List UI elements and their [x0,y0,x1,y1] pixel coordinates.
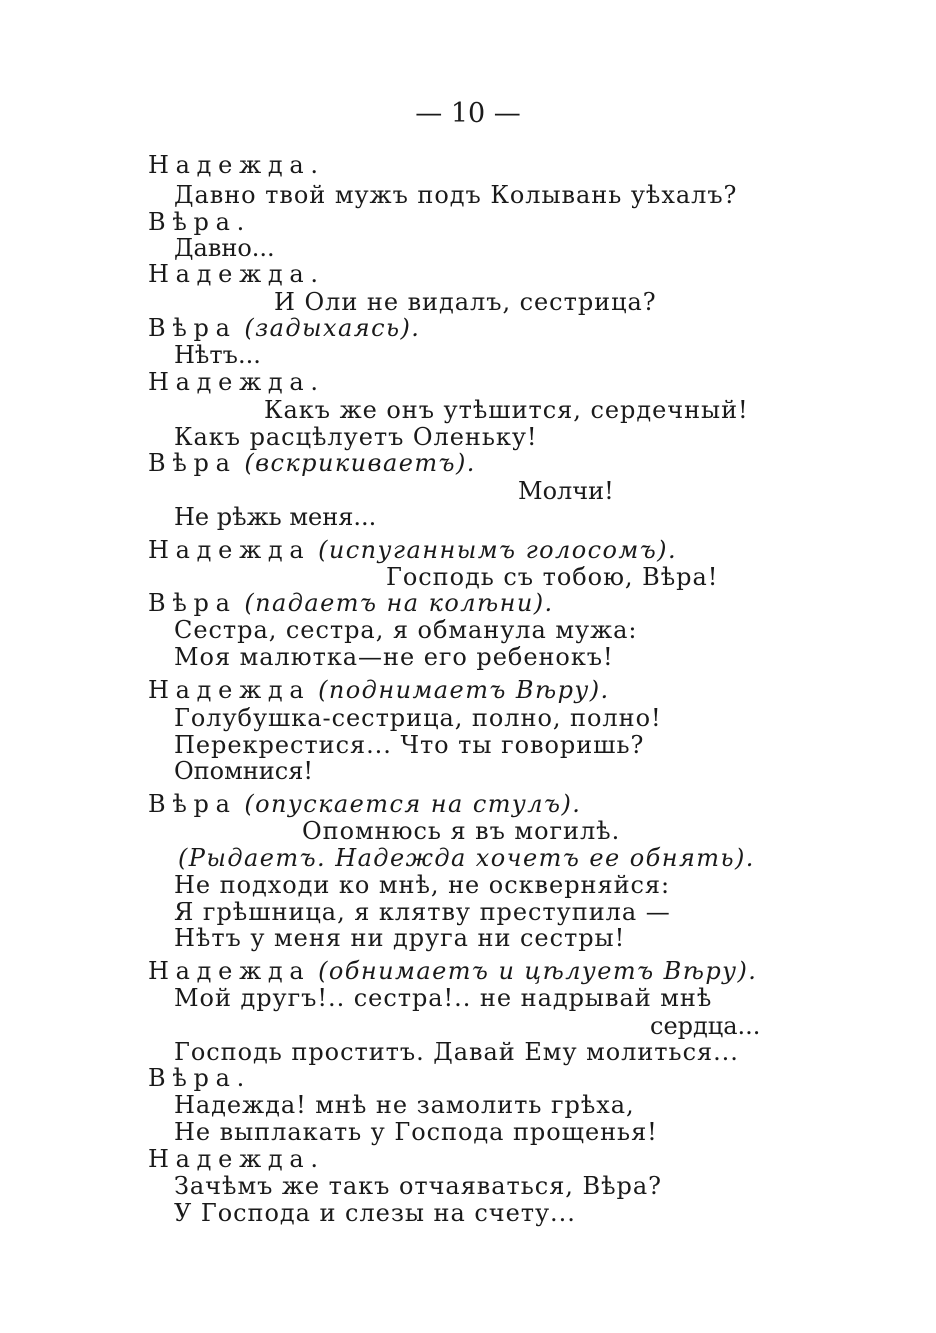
speaker-name: Вѣра [148,314,237,342]
verse-line: Моя малютка—не его ребенокъ! [174,643,614,671]
verse-line: Не рѣжь меня... [174,503,377,531]
speaker-name: Надежда [148,536,311,564]
speaker-line: Надежда. [148,260,325,288]
verse-line: Голубушка-сестрица, полно, полно! [174,704,662,732]
verse-line: Перекрестися... Что ты говоришь? [174,731,645,759]
verse-line: Зачѣмъ же такъ отчаяваться, Вѣра? [174,1172,662,1200]
speaker-line [148,313,420,343]
stage-direction: (падаетъ на колѣни). [244,589,554,617]
stage-direction: (Рыдаетъ. Надежда хочетъ ее обнять). [178,844,755,872]
speaker-name: Надежда [148,676,311,704]
verse-line: Какъ расцѣлуетъ Оленьку! [174,423,538,451]
speaker-line [148,956,757,986]
verse-line: Мой другъ!.. сестра!.. не надрывай мнѣ [174,984,713,1012]
verse-line: сердца... [650,1012,761,1040]
stage-direction: (испуганнымъ голосомъ). [318,536,678,564]
verse-line: Давно... [174,234,275,262]
verse-line: Господь проститъ. Давай Ему молиться... [174,1038,739,1066]
page-number: — 10 — [415,98,521,129]
verse-line: У Господа и слезы на счету... [174,1199,576,1227]
speaker-name: Надежда [148,957,311,985]
speaker-line: Вѣра. [148,208,252,236]
speaker-line [148,675,610,705]
verse-line: Опомнюсь я въ могилѣ. [302,817,621,845]
speaker-line [148,789,581,819]
verse-line: Какъ же онъ утѣшится, сердечный! [264,396,749,424]
verse-line: Не подходи ко мнѣ, не оскверняйся: [174,871,671,899]
verse-line: Нѣтъ... [174,341,261,369]
verse-line: Опомнися! [174,757,314,785]
stage-direction: (обнимаетъ и цѣлуетъ Вѣру). [318,957,758,985]
verse-line: Сестра, сестра, я обманула мужа: [174,616,638,644]
verse-line: Не выплакать у Господа прощенья! [174,1118,658,1146]
speaker-name: Вѣра [148,589,237,617]
speaker-name: Вѣра [148,449,237,477]
speaker-line: Надежда. [148,151,325,179]
verse-line: И Оли не видалъ, сестрица? [274,288,657,316]
stage-direction: (вскрикиваетъ). [244,449,476,477]
stage-direction: (поднимаетъ Вѣру). [318,676,610,704]
speaker-line: Надежда. [148,368,325,396]
stage-direction: (опускается на стулъ). [244,790,582,818]
speaker-line: Вѣра. [148,1064,252,1092]
verse-line: Господь съ тобою, Вѣра! [386,563,719,591]
verse-line: Нѣтъ у меня ни друга ни сестры! [174,924,626,952]
speaker-line [148,448,476,478]
speaker-line: Надежда. [148,1145,325,1173]
verse-line: Давно твой мужъ подъ Колывань уѣхалъ? [174,181,738,209]
verse-line: Надежда! мнѣ не замолить грѣха, [174,1091,635,1119]
speaker-line [148,588,554,618]
stage-direction: (задыхаясь). [244,314,421,342]
speaker-name: Вѣра [148,790,237,818]
verse-line: Я грѣшница, я клятву преступила — [174,898,671,926]
speaker-line [148,535,677,565]
verse-line: Молчи! [518,477,614,505]
